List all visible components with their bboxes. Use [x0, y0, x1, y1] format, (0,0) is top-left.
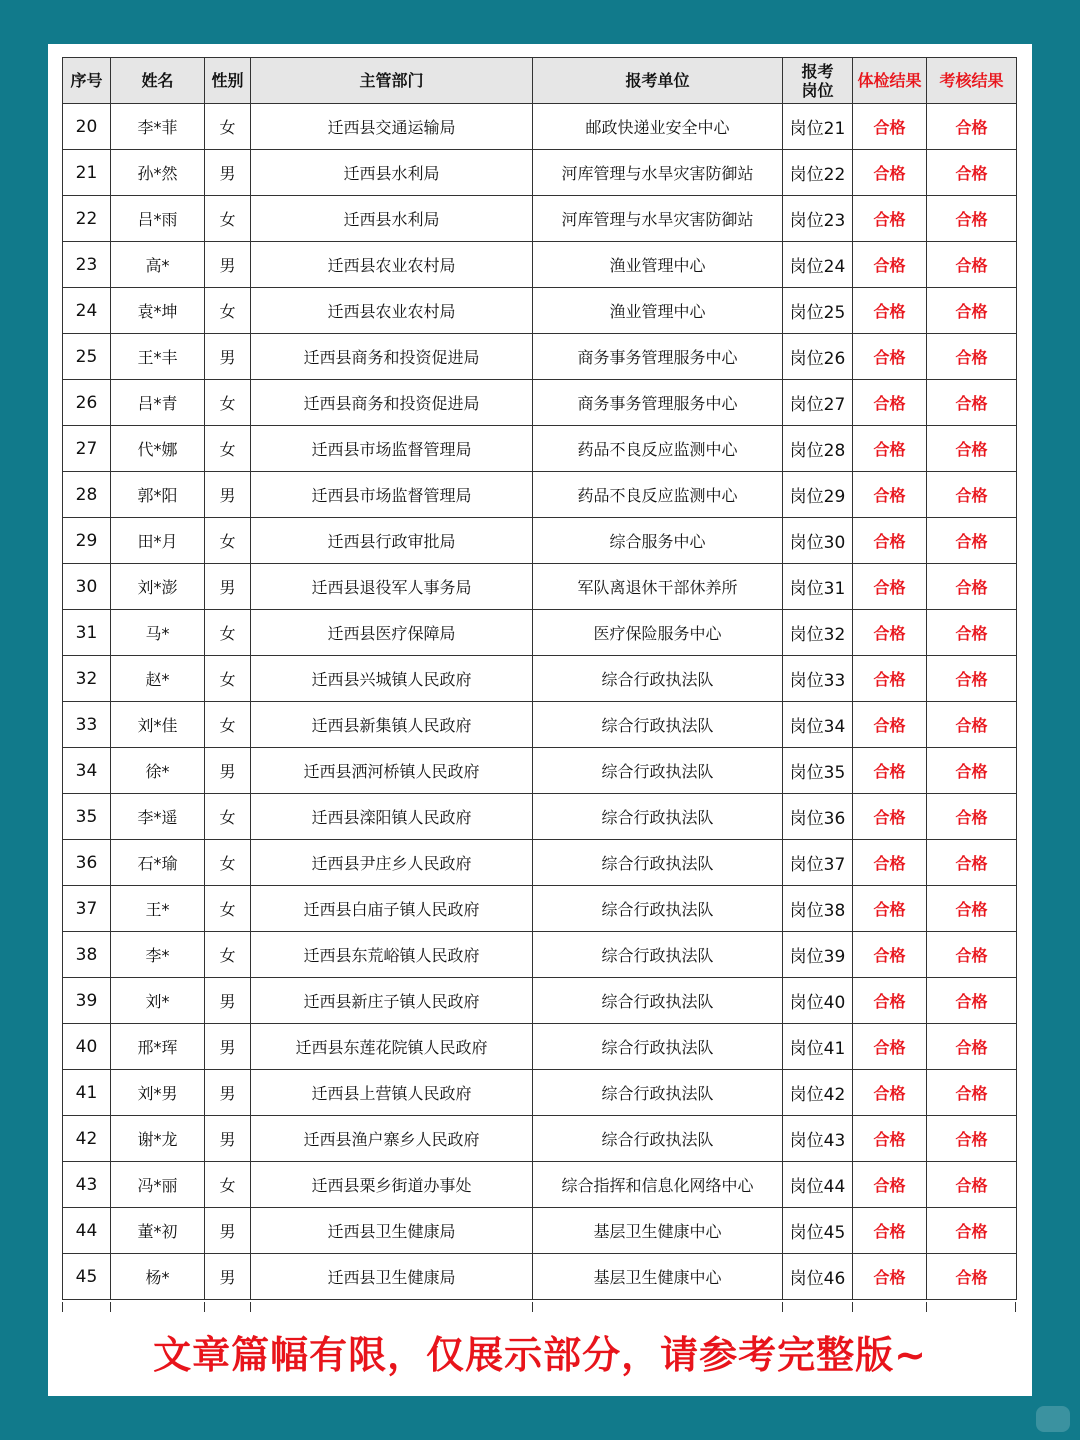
cell-assessment-result: 合格 [927, 932, 1017, 978]
cell-assessment-result: 合格 [927, 104, 1017, 150]
header-index: 序号 [63, 58, 111, 104]
cell-assessment-result: 合格 [927, 1208, 1017, 1254]
cell-name: 刘*佳 [111, 702, 205, 748]
cell-physical-result: 合格 [853, 886, 927, 932]
cell-assessment-result: 合格 [927, 1254, 1017, 1300]
cell-assessment-result: 合格 [927, 702, 1017, 748]
cell-position: 岗位45 [783, 1208, 853, 1254]
cell-position: 岗位38 [783, 886, 853, 932]
cell-gender: 女 [205, 104, 251, 150]
cell-unit: 渔业管理中心 [533, 242, 783, 288]
cell-unit: 综合行政执法队 [533, 656, 783, 702]
cell-physical-result: 合格 [853, 518, 927, 564]
cell-gender: 女 [205, 380, 251, 426]
cell-unit: 商务事务管理服务中心 [533, 334, 783, 380]
cell-position: 岗位25 [783, 288, 853, 334]
cell-unit: 基层卫生健康中心 [533, 1254, 783, 1300]
cell-position: 岗位22 [783, 150, 853, 196]
table-row [63, 932, 1017, 978]
cell-assessment-result: 合格 [927, 472, 1017, 518]
cell-position: 岗位40 [783, 978, 853, 1024]
cell-position: 岗位23 [783, 196, 853, 242]
cell-name: 石*瑜 [111, 840, 205, 886]
table-row [63, 656, 1017, 702]
cell-gender: 男 [205, 1208, 251, 1254]
cell-physical-result: 合格 [853, 288, 927, 334]
cell-gender: 女 [205, 518, 251, 564]
cell-assessment-result: 合格 [927, 794, 1017, 840]
cell-physical-result: 合格 [853, 840, 927, 886]
cell-position: 岗位42 [783, 1070, 853, 1116]
table-row [63, 794, 1017, 840]
cell-index: 27 [63, 426, 111, 472]
cell-index: 37 [63, 886, 111, 932]
cell-name: 代*娜 [111, 426, 205, 472]
cell-position: 岗位34 [783, 702, 853, 748]
cell-name: 赵* [111, 656, 205, 702]
cell-index: 38 [63, 932, 111, 978]
table-row [63, 1024, 1017, 1070]
cell-unit: 药品不良反应监测中心 [533, 472, 783, 518]
header-physical-result: 体检结果 [853, 58, 927, 104]
cell-physical-result: 合格 [853, 1254, 927, 1300]
cell-department: 迁西县新庄子镇人民政府 [251, 978, 533, 1024]
header-name: 姓名 [111, 58, 205, 104]
cell-department: 迁西县栗乡街道办事处 [251, 1162, 533, 1208]
header-unit: 报考单位 [533, 58, 783, 104]
cell-name: 刘* [111, 978, 205, 1024]
table-header-row [63, 58, 1017, 104]
cell-gender: 男 [205, 334, 251, 380]
table-row [63, 1254, 1017, 1300]
cell-unit: 河库管理与水旱灾害防御站 [533, 150, 783, 196]
cell-department: 迁西县滦阳镇人民政府 [251, 794, 533, 840]
cell-department: 迁西县东荒峪镇人民政府 [251, 932, 533, 978]
cell-gender: 男 [205, 150, 251, 196]
cell-name: 吕*雨 [111, 196, 205, 242]
cell-department: 迁西县白庙子镇人民政府 [251, 886, 533, 932]
cell-gender: 女 [205, 426, 251, 472]
cell-index: 28 [63, 472, 111, 518]
cell-unit: 基层卫生健康中心 [533, 1208, 783, 1254]
cell-department: 迁西县卫生健康局 [251, 1208, 533, 1254]
cell-assessment-result: 合格 [927, 1162, 1017, 1208]
header-assessment-result: 考核结果 [927, 58, 1017, 104]
cell-index: 31 [63, 610, 111, 656]
cell-assessment-result: 合格 [927, 242, 1017, 288]
cell-department: 迁西县商务和投资促进局 [251, 380, 533, 426]
cell-department: 迁西县新集镇人民政府 [251, 702, 533, 748]
cell-physical-result: 合格 [853, 794, 927, 840]
cell-assessment-result: 合格 [927, 426, 1017, 472]
cell-gender: 男 [205, 978, 251, 1024]
cell-index: 33 [63, 702, 111, 748]
table-row [63, 288, 1017, 334]
cell-assessment-result: 合格 [927, 1116, 1017, 1162]
cell-physical-result: 合格 [853, 104, 927, 150]
cell-name: 马* [111, 610, 205, 656]
cell-unit: 综合行政执法队 [533, 794, 783, 840]
cell-unit: 综合行政执法队 [533, 1024, 783, 1070]
cell-department: 迁西县商务和投资促进局 [251, 334, 533, 380]
cell-physical-result: 合格 [853, 610, 927, 656]
cell-name: 李* [111, 932, 205, 978]
cell-gender: 男 [205, 564, 251, 610]
cell-unit: 综合行政执法队 [533, 1070, 783, 1116]
cell-index: 43 [63, 1162, 111, 1208]
cell-name: 杨* [111, 1254, 205, 1300]
table-row [63, 472, 1017, 518]
cell-position: 岗位30 [783, 518, 853, 564]
cell-index: 44 [63, 1208, 111, 1254]
cell-gender: 女 [205, 1162, 251, 1208]
cell-unit: 河库管理与水旱灾害防御站 [533, 196, 783, 242]
table-row [63, 242, 1017, 288]
cell-gender: 男 [205, 1254, 251, 1300]
cell-index: 22 [63, 196, 111, 242]
cell-index: 45 [63, 1254, 111, 1300]
cell-physical-result: 合格 [853, 1024, 927, 1070]
cell-position: 岗位44 [783, 1162, 853, 1208]
cell-physical-result: 合格 [853, 564, 927, 610]
table-row [63, 1116, 1017, 1162]
cell-position: 岗位24 [783, 242, 853, 288]
cell-unit: 药品不良反应监测中心 [533, 426, 783, 472]
cell-unit: 综合行政执法队 [533, 932, 783, 978]
cell-unit: 医疗保险服务中心 [533, 610, 783, 656]
cell-assessment-result: 合格 [927, 518, 1017, 564]
footer-note: 文章篇幅有限，仅展示部分，请参考完整版~ [153, 1333, 927, 1377]
cell-assessment-result: 合格 [927, 1024, 1017, 1070]
cell-department: 迁西县上营镇人民政府 [251, 1070, 533, 1116]
cell-physical-result: 合格 [853, 1208, 927, 1254]
cell-physical-result: 合格 [853, 1162, 927, 1208]
cell-physical-result: 合格 [853, 1116, 927, 1162]
cell-unit: 综合行政执法队 [533, 748, 783, 794]
cell-position: 岗位29 [783, 472, 853, 518]
cell-gender: 男 [205, 1024, 251, 1070]
cell-department: 迁西县卫生健康局 [251, 1254, 533, 1300]
cell-unit: 综合行政执法队 [533, 1116, 783, 1162]
cell-unit: 渔业管理中心 [533, 288, 783, 334]
cell-position: 岗位32 [783, 610, 853, 656]
cell-name: 邢*珲 [111, 1024, 205, 1070]
cell-name: 王*丰 [111, 334, 205, 380]
cell-position: 岗位21 [783, 104, 853, 150]
cell-department: 迁西县东莲花院镇人民政府 [251, 1024, 533, 1070]
cell-name: 李*菲 [111, 104, 205, 150]
cell-index: 35 [63, 794, 111, 840]
cell-index: 30 [63, 564, 111, 610]
cell-position: 岗位28 [783, 426, 853, 472]
cell-name: 田*月 [111, 518, 205, 564]
cell-unit: 军队离退休干部休养所 [533, 564, 783, 610]
cell-assessment-result: 合格 [927, 886, 1017, 932]
cell-physical-result: 合格 [853, 978, 927, 1024]
cell-gender: 女 [205, 702, 251, 748]
cell-department: 迁西县水利局 [251, 150, 533, 196]
cell-name: 刘*澎 [111, 564, 205, 610]
cell-assessment-result: 合格 [927, 380, 1017, 426]
cell-gender: 女 [205, 610, 251, 656]
cell-department: 迁西县市场监督管理局 [251, 472, 533, 518]
header-gender: 性别 [205, 58, 251, 104]
cell-position: 岗位26 [783, 334, 853, 380]
cell-gender: 女 [205, 196, 251, 242]
cell-physical-result: 合格 [853, 932, 927, 978]
cell-index: 36 [63, 840, 111, 886]
cell-physical-result: 合格 [853, 242, 927, 288]
cell-position: 岗位46 [783, 1254, 853, 1300]
cell-name: 王* [111, 886, 205, 932]
table-row [63, 702, 1017, 748]
cell-department: 迁西县水利局 [251, 196, 533, 242]
table-row [63, 564, 1017, 610]
cell-index: 34 [63, 748, 111, 794]
cell-department: 迁西县医疗保障局 [251, 610, 533, 656]
cell-gender: 男 [205, 1070, 251, 1116]
table-row [63, 196, 1017, 242]
document-card [48, 44, 1032, 1396]
cell-position: 岗位39 [783, 932, 853, 978]
table-row [63, 748, 1017, 794]
cell-name: 吕*青 [111, 380, 205, 426]
cell-gender: 女 [205, 656, 251, 702]
cell-assessment-result: 合格 [927, 978, 1017, 1024]
table-row [63, 1208, 1017, 1254]
cell-department: 迁西县兴城镇人民政府 [251, 656, 533, 702]
cell-physical-result: 合格 [853, 150, 927, 196]
cell-name: 徐* [111, 748, 205, 794]
cell-assessment-result: 合格 [927, 748, 1017, 794]
cell-assessment-result: 合格 [927, 196, 1017, 242]
cell-index: 25 [63, 334, 111, 380]
cell-unit: 综合行政执法队 [533, 840, 783, 886]
cell-assessment-result: 合格 [927, 840, 1017, 886]
cell-physical-result: 合格 [853, 748, 927, 794]
cell-index: 21 [63, 150, 111, 196]
cell-index: 41 [63, 1070, 111, 1116]
cell-unit: 综合行政执法队 [533, 978, 783, 1024]
cell-position: 岗位43 [783, 1116, 853, 1162]
cell-gender: 男 [205, 748, 251, 794]
cell-index: 24 [63, 288, 111, 334]
cell-department: 迁西县尹庄乡人民政府 [251, 840, 533, 886]
table-body [63, 104, 1017, 1300]
cell-name: 刘*男 [111, 1070, 205, 1116]
cell-index: 40 [63, 1024, 111, 1070]
cell-unit: 邮政快递业安全中心 [533, 104, 783, 150]
table-row [63, 426, 1017, 472]
cell-physical-result: 合格 [853, 426, 927, 472]
cell-position: 岗位27 [783, 380, 853, 426]
cell-unit: 综合行政执法队 [533, 886, 783, 932]
cell-department: 迁西县洒河桥镇人民政府 [251, 748, 533, 794]
cell-department: 迁西县农业农村局 [251, 242, 533, 288]
cell-name: 袁*坤 [111, 288, 205, 334]
cell-department: 迁西县市场监督管理局 [251, 426, 533, 472]
cell-name: 李*遥 [111, 794, 205, 840]
cell-unit: 综合服务中心 [533, 518, 783, 564]
table-row [63, 1070, 1017, 1116]
cell-department: 迁西县农业农村局 [251, 288, 533, 334]
cell-physical-result: 合格 [853, 196, 927, 242]
watermark-logo [1036, 1406, 1070, 1432]
cell-position: 岗位35 [783, 748, 853, 794]
table-row [63, 610, 1017, 656]
table-row [63, 840, 1017, 886]
cell-unit: 商务事务管理服务中心 [533, 380, 783, 426]
cell-index: 20 [63, 104, 111, 150]
cell-position: 岗位41 [783, 1024, 853, 1070]
cell-gender: 女 [205, 794, 251, 840]
header-position-label: 报考 岗位 [801, 61, 834, 100]
cell-position: 岗位33 [783, 656, 853, 702]
cell-gender: 女 [205, 932, 251, 978]
cell-department: 迁西县行政审批局 [251, 518, 533, 564]
cell-physical-result: 合格 [853, 380, 927, 426]
cell-index: 39 [63, 978, 111, 1024]
cell-assessment-result: 合格 [927, 288, 1017, 334]
cell-unit: 综合指挥和信息化网络中心 [533, 1162, 783, 1208]
cell-assessment-result: 合格 [927, 334, 1017, 380]
cell-position: 岗位37 [783, 840, 853, 886]
cell-physical-result: 合格 [853, 702, 927, 748]
cell-physical-result: 合格 [853, 334, 927, 380]
cell-assessment-result: 合格 [927, 610, 1017, 656]
cell-department: 迁西县退役军人事务局 [251, 564, 533, 610]
cell-gender: 男 [205, 472, 251, 518]
cell-name: 孙*然 [111, 150, 205, 196]
cell-index: 26 [63, 380, 111, 426]
cell-physical-result: 合格 [853, 656, 927, 702]
header-department: 主管部门 [251, 58, 533, 104]
cell-unit: 综合行政执法队 [533, 702, 783, 748]
cell-index: 29 [63, 518, 111, 564]
cell-physical-result: 合格 [853, 1070, 927, 1116]
table-row [63, 104, 1017, 150]
cell-index: 32 [63, 656, 111, 702]
cell-assessment-result: 合格 [927, 150, 1017, 196]
cell-name: 董*初 [111, 1208, 205, 1254]
table-row [63, 380, 1017, 426]
cell-assessment-result: 合格 [927, 656, 1017, 702]
table-row [63, 150, 1017, 196]
table-cutoff-edge [62, 1302, 1016, 1312]
cell-department: 迁西县交通运输局 [251, 104, 533, 150]
cell-name: 高* [111, 242, 205, 288]
cell-gender: 女 [205, 840, 251, 886]
cell-position: 岗位31 [783, 564, 853, 610]
cell-gender: 男 [205, 1116, 251, 1162]
table-row [63, 1162, 1017, 1208]
cell-name: 谢*龙 [111, 1116, 205, 1162]
table-row [63, 518, 1017, 564]
cell-index: 42 [63, 1116, 111, 1162]
cell-name: 郭*阳 [111, 472, 205, 518]
cell-assessment-result: 合格 [927, 564, 1017, 610]
table-row [63, 334, 1017, 380]
cell-gender: 男 [205, 242, 251, 288]
results-table [62, 57, 1017, 1300]
table-row [63, 886, 1017, 932]
header-position [783, 58, 853, 104]
table-row [63, 978, 1017, 1024]
cell-position: 岗位36 [783, 794, 853, 840]
cell-gender: 女 [205, 288, 251, 334]
cell-physical-result: 合格 [853, 472, 927, 518]
cell-department: 迁西县渔户寨乡人民政府 [251, 1116, 533, 1162]
cell-name: 冯*丽 [111, 1162, 205, 1208]
cell-assessment-result: 合格 [927, 1070, 1017, 1116]
cell-gender: 女 [205, 886, 251, 932]
cell-index: 23 [63, 242, 111, 288]
